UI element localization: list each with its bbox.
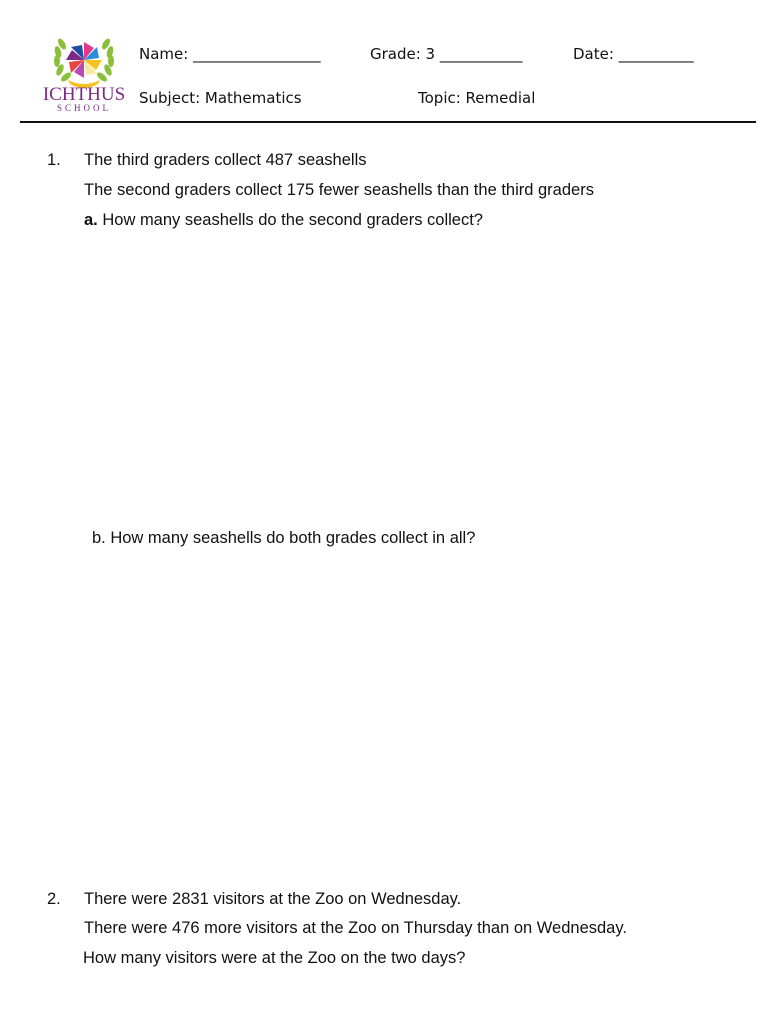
question-1a	[84, 211, 483, 230]
date-field: Date: __________	[573, 45, 694, 63]
question-1a-text: How many seashells do the second graders collect?	[97, 211, 483, 229]
question-1-line-1: The third graders collect 487 seashells	[84, 151, 367, 169]
question-2-line-1: There were 2831 visitors at the Zoo on Wednesday.	[84, 890, 462, 908]
question-2-line-3: How many visitors were at the Zoo on the two days?	[83, 949, 466, 967]
header-divider	[20, 121, 756, 123]
question-1-number: 1.	[47, 151, 61, 169]
school-name: ICHTHUS	[42, 84, 126, 105]
school-subtitle: SCHOOL	[56, 103, 111, 113]
question-2-line-2: There were 476 more visitors at the Zoo on Thursday than on Wednesday.	[84, 919, 627, 937]
subject-field: Subject: Mathematics	[139, 89, 302, 107]
pinwheel-icon	[66, 42, 102, 78]
grade-field: Grade: 3 ___________	[370, 45, 523, 63]
question-2-number: 2.	[47, 890, 61, 908]
topic-field: Topic: Remedial	[418, 89, 536, 107]
question-1-line-2: The second graders collect 175 fewer seashells than the third graders	[84, 181, 594, 199]
question-1b: b. How many seashells do both grades collect in all?	[92, 529, 476, 547]
name-field: Name: _________________	[139, 45, 321, 63]
question-1a-label: a.	[84, 211, 98, 229]
